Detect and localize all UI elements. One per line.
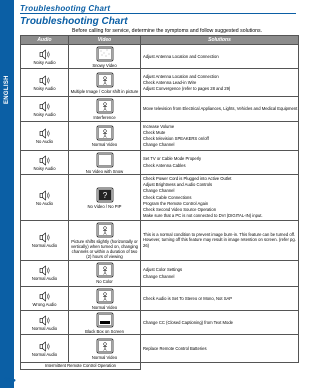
- video-symptom-label: Snowy Video: [92, 63, 117, 68]
- solution-text: Check Antenna Lead-in Wire: [143, 80, 197, 86]
- solution-text: Check television SPEAKERS on/off: [143, 136, 209, 141]
- page-title: Troubleshooting Chart: [20, 16, 128, 27]
- table-row: [21, 69, 299, 97]
- speaker-icon: [21, 128, 68, 139]
- audio-symptom-label: Noisy Audio: [33, 165, 56, 171]
- solution-text: Check Power Cord is Plugged into Active Outlet: [143, 175, 232, 181]
- video-symptom-label: No Video / No PIP: [87, 203, 122, 209]
- audio-symptom-label: No Audio: [36, 138, 53, 144]
- audio-symptom-cell: [21, 220, 69, 260]
- audio-symptom-cell: [21, 45, 69, 69]
- speaker-icon: [21, 49, 68, 60]
- tv-icon: [69, 312, 140, 329]
- solution-text: Make sure that a PC is not connected to DVI (DIGITAL-IN) input.: [143, 213, 263, 219]
- solution-text: Replace Remote Control Batteries: [143, 345, 207, 351]
- solution-text: Adjust Brightness and Audio Controls: [143, 182, 213, 187]
- table-row: [21, 260, 299, 286]
- header-rule: [20, 13, 296, 14]
- table-row: [21, 150, 299, 174]
- troubleshooting-table: [20, 35, 299, 370]
- caption-spacer: [141, 363, 299, 370]
- solutions-cell: [141, 310, 299, 334]
- table-row: [21, 286, 299, 310]
- video-symptom-label: Multiple Image / Color shift in picture: [70, 89, 139, 95]
- video-symptom-cell: [69, 286, 141, 310]
- table-row: [21, 97, 299, 121]
- tv-icon: [69, 187, 140, 204]
- running-header: Troubleshooting Chart: [20, 4, 111, 13]
- audio-symptom-label: Noisy Audio: [33, 60, 56, 65]
- table-header-row: [21, 36, 299, 45]
- solutions-cell: [141, 69, 299, 97]
- tv-icon: [69, 98, 140, 115]
- solutions-cell: [141, 150, 299, 174]
- audio-column-header: Audio: [21, 36, 69, 45]
- video-symptom-cell: [69, 97, 141, 121]
- tv-icon: [69, 222, 140, 239]
- language-tab: ENGLISH: [1, 60, 13, 120]
- audio-symptom-label: Normal Audio: [31, 276, 58, 282]
- video-symptom-cell: [69, 69, 141, 97]
- video-symptom-cell: [69, 121, 141, 150]
- speaker-icon: [21, 190, 68, 201]
- solutions-cell: [141, 335, 299, 363]
- solutions-cell: [141, 45, 299, 69]
- solution-text: Adjust Antenna Location and Connection: [143, 54, 219, 59]
- solution-text: This is a normal condition to prevent image burn-in. This feature can be turned off. However, turning off this feature may result in image retention on screen. (refer pg. 26): [143, 232, 296, 248]
- video-symptom-cell: [69, 310, 141, 334]
- solution-text: Check Audio is Set To Stereo or Mono, Not SAP: [143, 295, 233, 301]
- solutions-cell: [141, 174, 299, 220]
- audio-symptom-label: Noisy Audio: [33, 86, 56, 92]
- video-symptom-label: Normal Video: [91, 354, 118, 360]
- audio-symptom-label: Normal Audio: [31, 351, 58, 357]
- audio-symptom-cell: [21, 150, 69, 174]
- solutions-cell: [141, 286, 299, 310]
- audio-symptom-cell: [21, 286, 69, 310]
- speaker-icon: [21, 232, 68, 243]
- video-symptom-cell: [69, 335, 141, 363]
- video-symptom-label: Normal Video: [91, 141, 118, 147]
- page-subtitle: Before calling for service, determine the symptoms and follow suggested solutions.: [72, 28, 263, 34]
- video-symptom-label: No Video with Snow: [85, 168, 124, 174]
- speaker-icon: [21, 101, 68, 112]
- audio-symptom-label: Wrong Audio: [32, 301, 57, 307]
- audio-symptom-cell: [21, 174, 69, 220]
- table-row: [21, 220, 299, 260]
- video-symptom-label: Picture shifts slightly (horizontally or vertically) when turned on, changing channels or within a duration of two (2) hours of viewing: [70, 238, 139, 260]
- video-symptom-label: Normal Video: [91, 304, 118, 310]
- solution-text: Adjust Antenna Location and Connection: [143, 73, 219, 79]
- speaker-icon: [21, 315, 68, 326]
- tv-icon: [69, 125, 140, 142]
- table-row: [21, 174, 299, 220]
- solutions-cell: [141, 260, 299, 286]
- speaker-icon: [21, 75, 68, 86]
- audio-symptom-cell: [21, 260, 69, 286]
- video-symptom-cell: [69, 150, 141, 174]
- side-tab: [0, 0, 14, 388]
- audio-symptom-cell: [21, 121, 69, 150]
- tv-icon: [69, 72, 140, 89]
- solution-text: Increase Volume: [143, 123, 175, 129]
- solution-text: Check Mute: [143, 129, 166, 135]
- audio-symptom-label: Normal Audio: [31, 325, 58, 331]
- table-row: [21, 121, 299, 150]
- audio-symptom-cell: [21, 97, 69, 121]
- audio-symptom-cell: [21, 310, 69, 334]
- audio-symptom-label: Normal Audio: [31, 243, 58, 249]
- video-symptom-label: Black Box on Screen: [85, 328, 124, 334]
- speaker-icon: [21, 155, 68, 166]
- solutions-cell: [141, 97, 299, 121]
- tv-icon: [69, 46, 140, 63]
- tv-icon: [69, 288, 140, 305]
- last-row-caption: Intermittent Remote Control Operation: [21, 363, 141, 370]
- svg-text:?: ?: [102, 190, 107, 200]
- solutions-cell: [141, 121, 299, 150]
- solution-text: Change CC (Closed Captioning) from Text Mode: [143, 319, 233, 325]
- solution-text: Move television from Electrical Appliances, Lights, Vehicles and Medical Equipment: [143, 106, 298, 112]
- speaker-icon: [21, 291, 68, 302]
- speaker-icon: [21, 341, 68, 352]
- table-row: [21, 335, 299, 363]
- table-row-caption: [21, 363, 299, 370]
- solutions-cell: [141, 220, 299, 260]
- video-column-header: Video: [69, 36, 141, 45]
- tv-icon: [69, 338, 140, 355]
- audio-symptom-label: No Audio: [36, 200, 53, 206]
- solution-text: Set TV or Cable Mode Properly: [143, 156, 202, 162]
- audio-symptom-label: Noisy Audio: [33, 112, 56, 118]
- solution-text: Adjust Convergence (refer to pages 28 and 29): [143, 86, 231, 92]
- solution-text: Check Antenna Cables: [143, 162, 186, 168]
- solution-text: Change Channel: [143, 188, 175, 194]
- video-symptom-label: Interference: [93, 115, 116, 121]
- solution-text: Program the Remote Control Again: [143, 200, 209, 206]
- tv-icon: [69, 262, 140, 279]
- solution-text: Change Channel: [143, 273, 175, 279]
- audio-symptom-cell: [21, 335, 69, 363]
- table-row: [21, 310, 299, 334]
- audio-symptom-cell: [21, 69, 69, 97]
- page-number: 30 ●: [4, 378, 16, 384]
- solutions-column-header: Solutions: [141, 36, 299, 45]
- solution-text: Check Second Video Source Operation: [143, 207, 217, 212]
- table-row: [21, 45, 299, 69]
- video-symptom-cell: [69, 260, 141, 286]
- solution-text: Adjust Color Settings: [143, 267, 183, 273]
- solution-text: Change Channel: [143, 142, 175, 148]
- speaker-icon: [21, 265, 68, 276]
- tv-icon: [69, 152, 140, 169]
- solution-text: Check Cable Connections: [143, 194, 192, 200]
- video-symptom-label: No Color: [96, 279, 113, 285]
- video-symptom-cell: [69, 220, 141, 260]
- video-symptom-cell: [69, 45, 141, 69]
- video-symptom-cell: [69, 174, 141, 220]
